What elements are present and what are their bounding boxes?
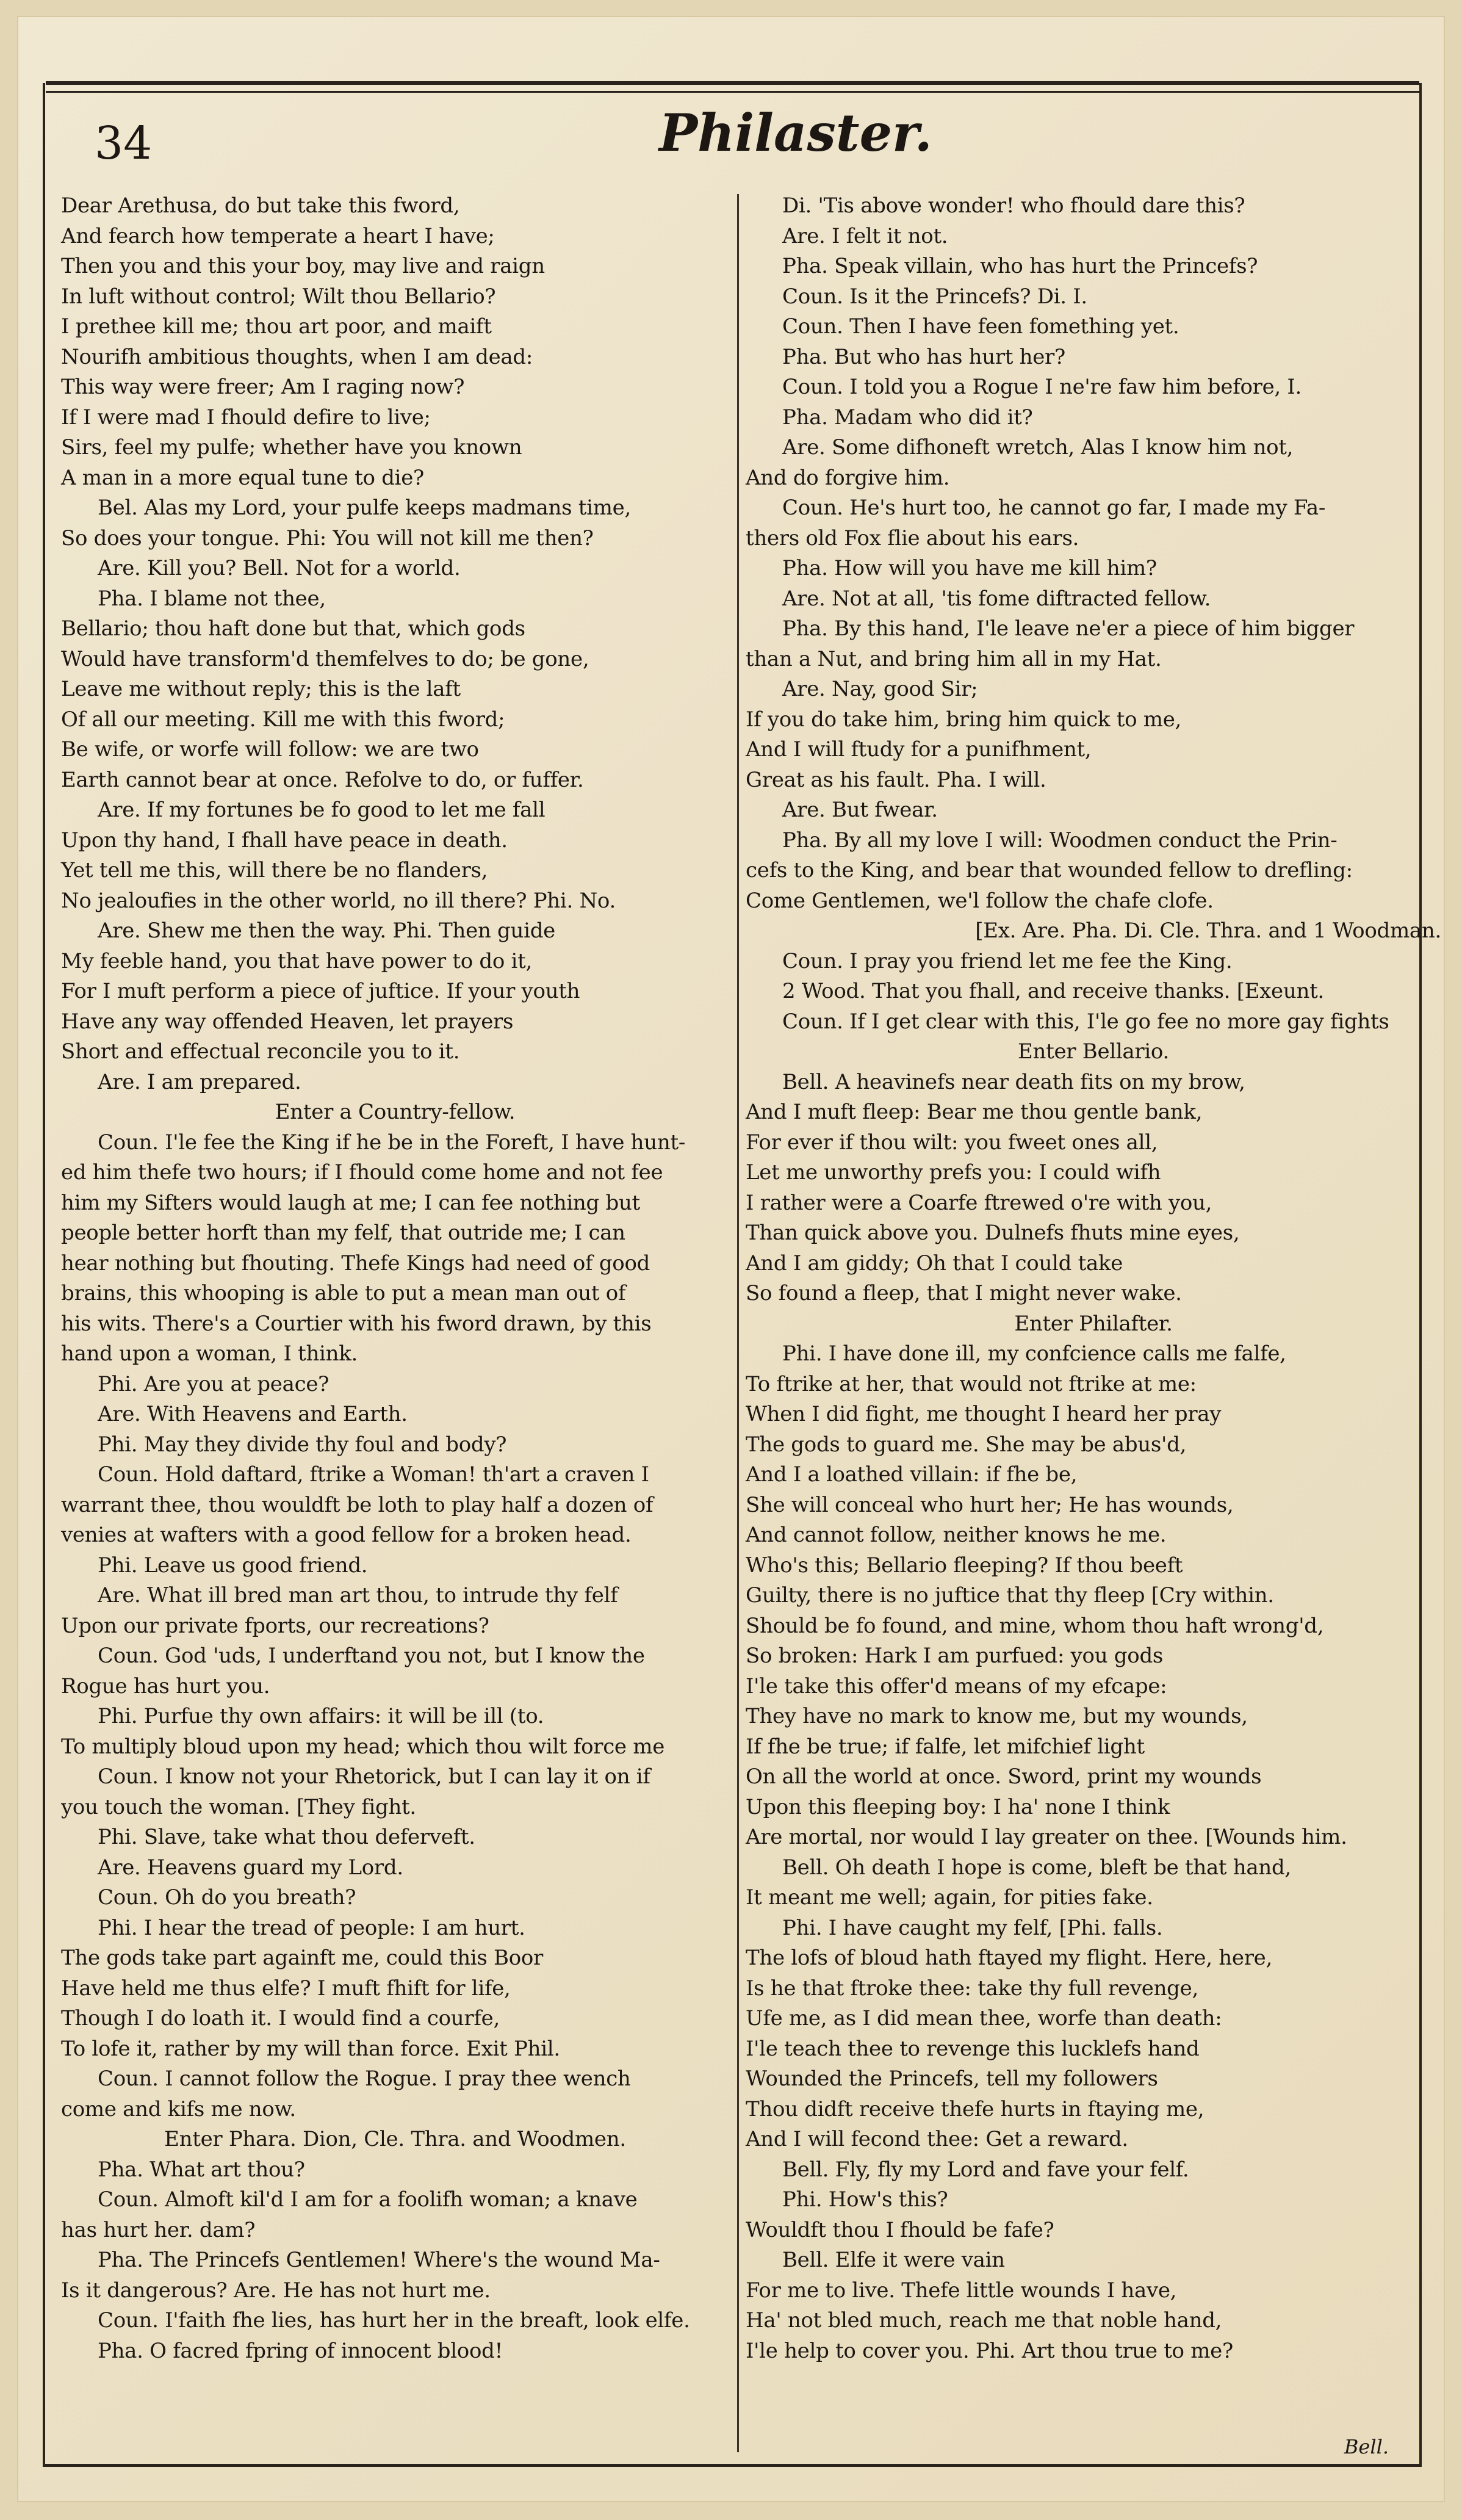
right-text-column xyxy=(746,191,1441,2366)
text-line: Di. 'Tis above wonder! who fhould dare this? xyxy=(782,193,1245,218)
text-line: Sirs, feel my pulfe; whether have you known xyxy=(61,435,522,460)
text-line: She will conceal who hurt her; He has wounds, xyxy=(746,1492,1234,1517)
text-line: Are. I felt it not. xyxy=(782,223,948,248)
text-line: Phi. Slave, take what thou deferveft. xyxy=(98,1825,475,1849)
text-line: Coun. God 'uds, I underftand you not, but I know the xyxy=(98,1644,645,1668)
text-line: Earth cannot bear at once. Refolve to do, or fuffer. xyxy=(61,767,584,792)
text-line: warrant thee, thou wouldft be loth to play half a dozen of xyxy=(61,1492,654,1517)
text-line: If I were mad I fhould defire to live; xyxy=(61,405,431,430)
page-number: 34 xyxy=(95,117,153,170)
top-rule xyxy=(46,81,1419,93)
text-line: Dear Arethusa, do but take this fword, xyxy=(61,193,460,218)
text-line: To ftrike at her, that would not ftrike at me: xyxy=(746,1371,1197,1396)
text-line: Would have transform'd themfelves to do; be gone, xyxy=(61,646,589,671)
text-line: The gods to guard me. She may be abus'd, xyxy=(746,1432,1187,1457)
text-line: ed him thefe two hours; if I fhould come home and not fee xyxy=(61,1160,663,1185)
stage-direction: Enter Philafter. xyxy=(1014,1311,1173,1336)
text-line: Coun. I'le fee the King if he be in the Foreft, I have hunt- xyxy=(98,1130,686,1155)
text-line: And I will ftudy for a punifhment, xyxy=(746,737,1092,762)
text-line: Upon this fleeping boy: I ha' none I think xyxy=(746,1794,1170,1819)
text-line: Is he that ftroke thee: take thy full revenge, xyxy=(746,1976,1198,2001)
text-line: My feeble hand, you that have power to do it, xyxy=(61,948,533,973)
text-line: I'le help to cover you. Phi. Art thou true to me? xyxy=(746,2338,1233,2363)
text-line: him my Sifters would laugh at me; I can fee nothing but xyxy=(61,1190,640,1215)
text-line: Ufe me, as I did mean thee, worfe than death: xyxy=(746,2006,1222,2031)
text-line: Phi. May they divide thy foul and body? xyxy=(98,1432,507,1457)
text-line: Then you and this your boy, may live and raign xyxy=(61,254,545,278)
text-line: Yet tell me this, will there be no flanders, xyxy=(61,858,488,883)
text-line: Coun. Then I have feen fomething yet. xyxy=(782,314,1179,339)
text-line: Be wife, or worfe will follow: we are two xyxy=(61,737,479,762)
text-line: Upon thy hand, I fhall have peace in death. xyxy=(61,828,508,853)
text-line: Are mortal, nor would I lay greater on thee. [Wounds him. xyxy=(746,1825,1347,1849)
text-line: So does your tongue. Phi: You will not kill me then? xyxy=(61,525,594,551)
text-line: you touch the woman. [They fight. xyxy=(61,1794,416,1819)
text-line: Pha. The Princefs Gentlemen! Where's the wound Ma- xyxy=(98,2248,660,2272)
text-line: [Ex. Are. Pha. Di. Cle. Thra. and 1 Woodman. xyxy=(975,919,1441,943)
text-line: For me to live. Thefe little wounds I have, xyxy=(746,2278,1177,2303)
text-line: And I will fecond thee: Get a reward. xyxy=(746,2127,1128,2151)
text-line: cefs to the King, and bear that wounded fellow to drefling: xyxy=(746,858,1353,883)
text-line: Coun. Almoft kil'd I am for a foolifh woman; a knave xyxy=(98,2187,638,2212)
text-line: Phi. How's this? xyxy=(782,2187,948,2212)
stage-direction: Enter a Country-fellow. xyxy=(275,1100,516,1124)
text-line: For I muft perform a piece of juftice. If your youth xyxy=(61,979,580,1003)
text-line: Should be fo found, and mine, whom thou haft wrong'd, xyxy=(746,1613,1324,1638)
text-line: Phi. Purfue thy own affairs: it will be ill (to. xyxy=(98,1704,544,1728)
text-line: Upon our private fports, our recreations? xyxy=(61,1613,489,1638)
text-line: people better horft than my felf, that outride me; I can xyxy=(61,1221,625,1245)
text-line: I prethee kill me; thou art poor, and maift xyxy=(61,314,492,339)
text-line: Let me unworthy prefs you: I could wifh xyxy=(746,1160,1161,1185)
book-page xyxy=(18,17,1444,2501)
catchword: Bell. xyxy=(1344,2435,1389,2458)
text-line: Are. I am prepared. xyxy=(98,1069,301,1094)
text-line: Coun. I cannot follow the Rogue. I pray thee wench xyxy=(98,2067,631,2091)
text-line: They have no mark to know me, but my wounds, xyxy=(746,1704,1248,1728)
text-line: Phi. I have caught my felf, [Phi. falls. xyxy=(782,1915,1163,1940)
text-line: Pha. By this hand, I'le leave ne'er a piece of him bigger xyxy=(782,616,1355,641)
text-line: Pha. Madam who did it? xyxy=(782,405,1033,430)
text-line: Pha. O facred fpring of innocent blood! xyxy=(98,2338,503,2363)
text-line: Pha. I blame not thee, xyxy=(98,586,326,611)
text-line: Pha. Speak villain, who has hurt the Princefs? xyxy=(782,254,1258,278)
text-line: And fearch how temperate a heart I have; xyxy=(61,223,495,248)
text-line: Than quick above you. Dulnefs fhuts mine eyes, xyxy=(746,1221,1240,1245)
text-line: And I a loathed villain: if fhe be, xyxy=(746,1462,1078,1487)
text-line: Wounded the Princefs, tell my followers xyxy=(746,2067,1158,2091)
text-line: Coun. Hold daftard, ftrike a Woman! th'art a craven I xyxy=(98,1462,649,1487)
text-line: I rather were a Coarfe ftrewed o're with you, xyxy=(746,1190,1212,1215)
text-line: Are. Some difhoneft wretch, Alas I know him not, xyxy=(782,435,1294,460)
text-line: In luft without control; Wilt thou Bellario? xyxy=(61,284,496,309)
text-line: Come Gentlemen, we'l follow the chafe clofe. xyxy=(746,888,1214,913)
text-line: Are. But fwear. xyxy=(782,798,938,822)
text-line: This way were freer; Am I raging now? xyxy=(61,375,465,399)
text-line: hear nothing but fhouting. Thefe Kings had need of good xyxy=(61,1251,650,1276)
text-line: hand upon a woman, I think. xyxy=(61,1341,358,1366)
text-line: Have held me thus elfe? I muft fhift for life, xyxy=(61,1976,511,2001)
running-title: Philaster. xyxy=(659,103,932,163)
text-line: Phi. Leave us good friend. xyxy=(98,1553,368,1578)
left-frame-rule xyxy=(43,83,45,2464)
text-line: Pha. But who has hurt her? xyxy=(782,344,1065,369)
text-line: Phi. I hear the tread of people: I am hurt. xyxy=(98,1915,525,1940)
text-line: Coun. Oh do you breath? xyxy=(98,1885,356,1910)
text-line: When I did fight, me thought I heard her pray xyxy=(746,1402,1222,1426)
column-divider xyxy=(737,194,739,2452)
stage-direction: Enter Bellario. xyxy=(1018,1039,1169,1064)
text-line: Are. What ill bred man art thou, to intrude thy felf xyxy=(98,1583,618,1608)
text-line: Are. Heavens guard my Lord. xyxy=(98,1855,403,1880)
text-line: Nourifh ambitious thoughts, when I am dead: xyxy=(61,344,533,369)
text-line: his wits. There's a Courtier with his fword drawn, by this xyxy=(61,1311,652,1336)
text-line: If you do take him, bring him quick to me, xyxy=(746,707,1182,732)
text-line: The gods take part againft me, could this Boor xyxy=(61,1946,544,1970)
text-line: Are. Nay, good Sir; xyxy=(782,677,978,701)
text-line: Bell. Oh death I hope is come, bleft be that hand, xyxy=(782,1855,1291,1880)
text-line: I'le teach thee to revenge this lucklefs hand xyxy=(746,2036,1200,2061)
text-line: Are. With Heavens and Earth. xyxy=(98,1402,408,1426)
text-line: Are. Not at all, 'tis fome diftracted fellow. xyxy=(782,586,1211,611)
text-line: Coun. He's hurt too, he cannot go far, I made my Fa- xyxy=(782,496,1326,520)
text-line: It meant me well; again, for pities fake. xyxy=(746,1885,1153,1910)
text-line: Ha' not bled much, reach me that noble hand, xyxy=(746,2308,1222,2333)
text-line: On all the world at once. Sword, print my wounds xyxy=(746,1764,1262,1789)
text-line: Have any way offended Heaven, let prayers xyxy=(61,1009,514,1034)
text-line: than a Nut, and bring him all in my Hat. xyxy=(746,646,1162,671)
text-line: Short and effectual reconcile you to it. xyxy=(61,1039,460,1064)
text-line: No jealoufies in the other world, no ill there? Phi. No. xyxy=(61,888,616,913)
text-line: Though I do loath it. I would find a courfe, xyxy=(61,2006,500,2031)
text-line: Is it dangerous? Are. He has not hurt me. xyxy=(61,2278,491,2303)
text-line: So found a fleep, that I might never wake. xyxy=(746,1281,1182,1305)
text-line: venies at wafters with a good fellow for a broken head. xyxy=(61,1523,632,1547)
text-line: Are. Kill you? Bell. Not for a world. xyxy=(98,556,461,580)
text-line: Great as his fault. Pha. I will. xyxy=(746,767,1046,792)
text-line: Coun. I pray you friend let me fee the King. xyxy=(782,948,1233,973)
text-line: And do forgive him. xyxy=(746,465,950,490)
text-line: If fhe be true; if falfe, let mifchief light xyxy=(746,1734,1145,1759)
text-line: Wouldft thou I fhould be fafe? xyxy=(746,2217,1054,2242)
text-line: Are. Shew me then the way. Phi. Then guide xyxy=(98,919,555,943)
stage-direction: Enter Phara. Dion, Cle. Thra. and Woodmen. xyxy=(164,2127,626,2151)
text-line: Coun. I know not your Rhetorick, but I can lay it on if xyxy=(98,1764,650,1789)
text-line: Phi. Are you at peace? xyxy=(98,1371,329,1396)
text-line: Bellario; thou haft done but that, which gods xyxy=(61,616,525,641)
text-line: Bell. Fly, fly my Lord and fave your felf. xyxy=(782,2157,1189,2182)
left-text-column xyxy=(61,191,729,2366)
text-line: Pha. What art thou? xyxy=(98,2157,305,2182)
text-line: Guilty, there is no juftice that thy fleep [Cry within. xyxy=(746,1583,1274,1608)
text-line: The lofs of bloud hath ftayed my flight. Here, here, xyxy=(746,1946,1272,1970)
text-line: Pha. How will you have me kill him? xyxy=(782,556,1157,580)
text-line: 2 Wood. That you fhall, and receive thanks. [Exeunt. xyxy=(782,979,1324,1003)
text-line: brains, this whooping is able to put a mean man out of xyxy=(61,1281,626,1305)
text-line: Thou didft receive thefe hurts in ftaying me, xyxy=(746,2096,1205,2121)
text-line: And I muft fleep: Bear me thou gentle bank, xyxy=(746,1100,1203,1124)
text-line: Of all our meeting. Kill me with this fword; xyxy=(61,707,505,732)
text-line: Bell. Elfe it were vain xyxy=(782,2248,1005,2272)
text-line: Are. If my fortunes be fo good to let me fall xyxy=(98,798,546,822)
text-line: Bell. A heavinefs near death fits on my brow, xyxy=(782,1069,1245,1094)
text-line: thers old Fox flie about his ears. xyxy=(746,525,1079,551)
text-line: Coun. I told you a Rogue I ne're faw him before, I. xyxy=(782,375,1302,399)
text-line: To multiply bloud upon my head; which thou wilt force me xyxy=(61,1734,665,1759)
text-line: Who's this; Bellario fleeping? If thou beeft xyxy=(746,1553,1183,1578)
text-line: I'le take this offer'd means of my efcape: xyxy=(746,1673,1167,1699)
text-line: Coun. If I get clear with this, I'le go fee no more gay fights xyxy=(782,1009,1389,1034)
text-line: Rogue has hurt you. xyxy=(61,1673,270,1699)
text-line: To lofe it, rather by my will than force. Exit Phil. xyxy=(61,2036,560,2061)
text-line: A man in a more equal tune to die? xyxy=(61,465,424,490)
text-line: Phi. I have done ill, my confcience calls me falfe, xyxy=(782,1341,1286,1366)
text-line: Pha. By all my love I will: Woodmen conduct the Prin- xyxy=(782,828,1338,853)
text-line: Bel. Alas my Lord, your pulfe keeps madmans time, xyxy=(98,496,631,520)
bottom-rule xyxy=(43,2464,1422,2467)
text-line: come and kifs me now. xyxy=(61,2096,296,2121)
text-line: So broken: Hark I am purfued: you gods xyxy=(746,1644,1164,1668)
text-line: And cannot follow, neither knows he me. xyxy=(746,1523,1167,1547)
text-line: And I am giddy; Oh that I could take xyxy=(746,1251,1123,1276)
text-line: For ever if thou wilt: you fweet ones all, xyxy=(746,1130,1158,1155)
text-line: Leave me without reply; this is the laft xyxy=(61,677,461,701)
text-line: Coun. Is it the Princefs? Di. I. xyxy=(782,284,1087,309)
text-line: has hurt her. dam? xyxy=(61,2217,256,2242)
text-line: Coun. I'faith fhe lies, has hurt her in the breaft, look elfe. xyxy=(98,2308,690,2333)
